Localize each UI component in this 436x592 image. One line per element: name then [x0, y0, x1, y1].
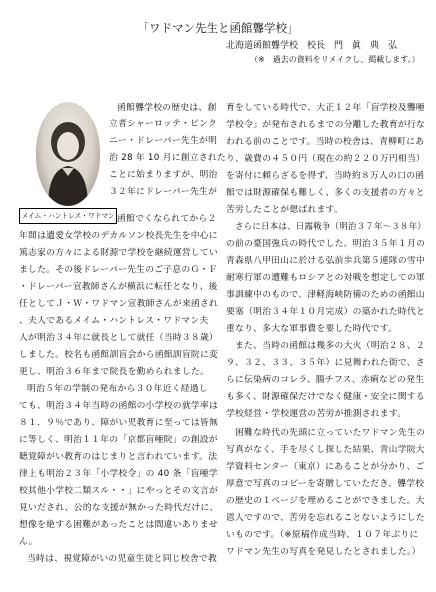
right-line: も多く、財源確保だけでなく健康・安全に関する — [226, 392, 425, 402]
right-line: 学資料センター（東京）にあることが分かり、ご — [226, 462, 425, 472]
left-line: ニー・ドレーパー先生が明 — [109, 136, 218, 146]
right-line: 恩人ですので、苦労を忘れることないようにした — [226, 513, 425, 523]
right-line: り、歳費の４５０円（現在の約２２０万円相当） — [226, 154, 426, 164]
right-line: 困難な時代の先頭に立っていたワドマン先生の — [235, 428, 425, 438]
right-line: らに伝染病のコレラ、腸チフス、赤痢などの発生 — [226, 375, 425, 385]
right-line: の歴史の１ページを埋めることができました。大 — [226, 496, 425, 506]
left-line: 函館聾学校の歴史は、創 — [117, 103, 217, 113]
left-line: 治 28 年 10 月に創立された — [109, 153, 226, 163]
left-line: 見いだされ、公的な支援が無かった時代だけに、 — [19, 503, 219, 513]
remake-note: （※ 過去の資料をリメイクし、掲載します。） — [250, 55, 420, 64]
right-line: ワドマン先生の写真を発見したとされました。） — [226, 547, 421, 557]
left-line: しました。校名も函館訓盲会から函館訓盲院に変 — [19, 350, 219, 360]
right-line: 重なり、多大な軍事費を要した時代です。 — [226, 324, 398, 334]
right-line: 事訓練中のもので、津軽海峡防備のための函館山 — [226, 290, 425, 300]
left-line: 校其他小学校二類スル・・」にやっとその文言が — [19, 486, 219, 496]
left-line: ても、明治３４年当時の函館の小学校の就学率は — [19, 401, 219, 411]
right-line: われる前のことです。当時の校舎は、青柳町にあ — [226, 137, 425, 147]
left-line: 明治５年の学制の発布から３０年近く経過し — [27, 384, 208, 394]
right-line: 育をしている時代で、大正１２年「盲学校及聾唖 — [226, 103, 425, 113]
left-line: 想像を絶する困難があったことは間違いありませ — [19, 520, 218, 530]
photo-caption: メイム・ハントレス・ワドマン — [19, 208, 117, 224]
right-line: 写真がなく、手を尽くし探した結果、青山学院大 — [226, 445, 425, 455]
left-line: 、夫人であるメイム・ハントレス・ワドマン夫 — [19, 316, 209, 326]
left-line: 函館でくなられてから２ — [117, 214, 217, 224]
left-line: 任としてＪ・Ｗ・ワドマン宣教師さんが来函され — [19, 299, 219, 309]
right-line: の前の臺国強兵の時代でした。明治３５年１月の — [226, 239, 426, 249]
left-line: 律上も明治２３年「小学校令」の 40 条「盲唖学 — [19, 469, 218, 479]
article-title: 「ワドマン先生と函館聾学校」 — [137, 21, 299, 35]
left-line: ことに始まりますが、明治 — [109, 170, 218, 180]
left-line: 更し、明治３６年まで院長を勤められました。 — [19, 367, 209, 377]
author-line: 北海道函館聾学校 校長 門 眞 典 弘 — [226, 41, 398, 51]
right-line: 耐寒行軍の遭難もロシアとの対戦を想定しての軍 — [226, 273, 426, 283]
right-line: 厚意で写真のコピーを寄贈していただき、聾学校 — [226, 479, 425, 489]
right-line: さらに日本は、日露戦争（明治３７年～３８年） — [235, 222, 427, 232]
left-line: ん。 — [19, 537, 38, 547]
portrait-photo — [36, 102, 100, 206]
left-line: ８１．９％であり、障がい児教育に至っては皆無 — [19, 418, 219, 428]
right-line: を寄付に頼らざるを得ず、当時約８万人の口の函 — [226, 171, 425, 181]
right-line: 青森県八甲田山に於ける弘前歩兵第５連隊の雪中 — [226, 256, 426, 266]
left-line: 人が明治３４年に就長として就任（当時３８歳） — [19, 333, 219, 343]
left-line: 篤志家の方々による財源で学校を継続運営してい — [19, 248, 219, 258]
left-line: ３２年にドレーパー先生が — [109, 187, 218, 197]
left-line: ました。その後ドレーパー先生のご子息のＧ・Ｆ — [19, 265, 218, 275]
right-line: 学校経営・学校運営の苦労が推測されます。 — [226, 409, 407, 419]
right-line: 要塞（明治３４年１０月完成）の築かれた時代と — [226, 307, 426, 317]
left-line: 立者シャーロッテ・ピンク — [109, 119, 218, 129]
left-line: に等しく、明治１１年の「京都盲唖院」の創設が — [19, 435, 218, 445]
left-line: 当時は、視覚障がいの児童生徒と同じ校舎で教 — [27, 554, 217, 564]
right-line: 学校令」が発布されるまでの分離した教育が行な — [226, 120, 426, 130]
right-line: 苦労したことが偲ばれます。 — [226, 205, 343, 215]
right-line: また、当時の函館は幾多の大火（明治２８、２ — [235, 341, 425, 351]
left-line: 聴覚障がい教育のはじまりと言われています。法 — [19, 452, 218, 462]
right-line: いものです。（※原稿作成当時、１０７年ぶりに — [226, 530, 419, 540]
left-line: 年間は遺愛女学校のデカルソン校長先生を中心に — [19, 231, 218, 241]
left-line: ・ドレーパー宣教師さんが横浜に転任となり、後 — [19, 282, 218, 292]
right-line: 館では財源確保も難しく、多くの支援者の方々と — [226, 188, 425, 198]
right-line: ９、３２、３３、３５年）に見舞われた街で、さ — [226, 358, 425, 368]
